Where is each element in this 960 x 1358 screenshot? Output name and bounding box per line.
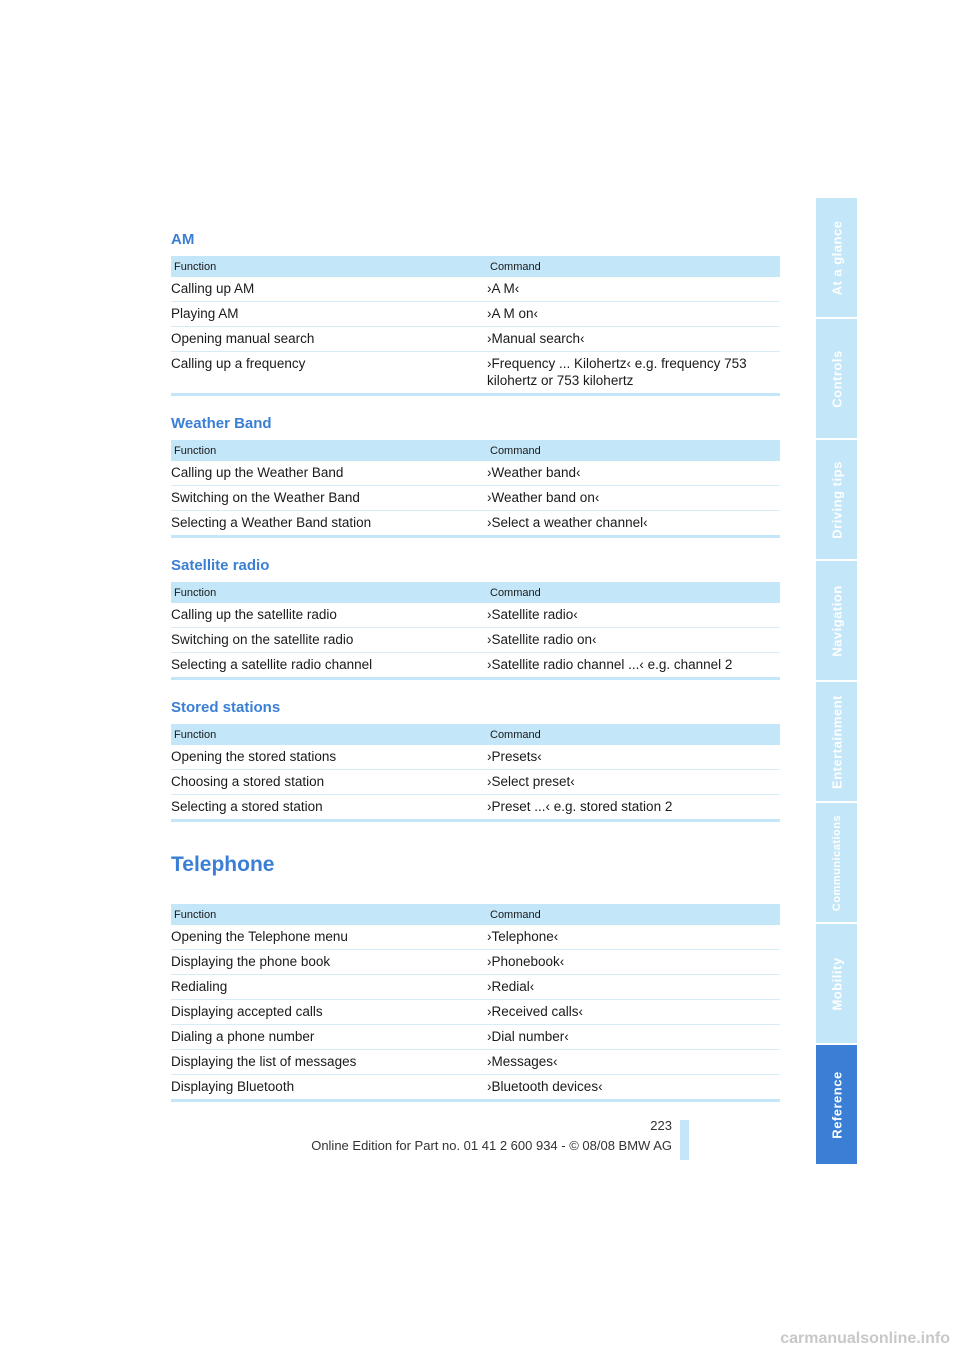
table-row: Displaying Bluetooth ›Bluetooth devices‹ <box>171 1075 780 1101</box>
tab-at-a-glance[interactable]: At a glance <box>816 198 857 317</box>
table-row: Displaying accepted calls ›Received calls‹ <box>171 1000 780 1025</box>
column-header-function: Function <box>171 724 487 745</box>
table-row: Selecting a satellite radio channel ›Satellite radio channel ...‹ e.g. channel 2 <box>171 653 780 679</box>
telephone-command-table <box>171 904 780 1102</box>
tab-controls[interactable]: Controls <box>816 319 857 438</box>
tab-reference[interactable]: Reference <box>816 1045 857 1164</box>
section-title-weather-band: Weather Band <box>171 415 272 432</box>
column-header-command: Command <box>487 582 780 603</box>
satellite-radio-command-table <box>171 582 780 680</box>
table-row: Switching on the satellite radio ›Satellite radio on‹ <box>171 628 780 653</box>
column-header-command: Command <box>487 904 780 925</box>
table-row: Calling up the Weather Band ›Weather band‹ <box>171 461 780 486</box>
table-row: Opening the Telephone menu ›Telephone‹ <box>171 925 780 950</box>
table-row: Selecting a Weather Band station ›Select a weather channel‹ <box>171 511 780 537</box>
table-row: Dialing a phone number ›Dial number‹ <box>171 1025 780 1050</box>
table-row: Switching on the Weather Band ›Weather band on‹ <box>171 486 780 511</box>
table-row: Selecting a stored station ›Preset ...‹ e.g. stored station 2 <box>171 795 780 821</box>
table-row: Calling up AM ›A M‹ <box>171 277 780 302</box>
column-header-function: Function <box>171 904 487 925</box>
weather-band-command-table <box>171 440 780 538</box>
table-row: Displaying the list of messages ›Messages‹ <box>171 1050 780 1075</box>
table-row: Opening the stored stations ›Presets‹ <box>171 745 780 770</box>
tab-entertainment[interactable]: Entertainment <box>816 682 857 801</box>
column-header-command: Command <box>487 256 780 277</box>
footer-accent-bar <box>680 1120 689 1160</box>
chapter-tabs <box>816 198 857 1166</box>
table-row: Redialing ›Redial‹ <box>171 975 780 1000</box>
column-header-function: Function <box>171 440 487 461</box>
stored-stations-command-table <box>171 724 780 822</box>
column-header-command: Command <box>487 440 780 461</box>
table-row: Playing AM ›A M on‹ <box>171 302 780 327</box>
watermark: carmanualsonline.info <box>780 1330 950 1347</box>
column-header-function: Function <box>171 582 487 603</box>
tab-mobility[interactable]: Mobility <box>816 924 857 1043</box>
am-command-table <box>171 256 780 396</box>
table-row: Displaying the phone book ›Phonebook‹ <box>171 950 780 975</box>
column-header-function: Function <box>171 256 487 277</box>
tab-driving-tips[interactable]: Driving tips <box>816 440 857 559</box>
tab-communications[interactable]: Communications <box>816 803 857 922</box>
tab-navigation[interactable]: Navigation <box>816 561 857 680</box>
table-row: Opening manual search ›Manual search‹ <box>171 327 780 352</box>
section-title-satellite-radio: Satellite radio <box>171 557 270 574</box>
section-title-stored-stations: Stored stations <box>171 699 281 716</box>
footer-copyright: Online Edition for Part no. 01 41 2 600 934 - © 08/08 BMW AG <box>311 1138 672 1153</box>
table-row: Calling up a frequency ›Frequency ... Kilohertz‹ e.g. frequency 753 kilohertz or 753 kilohertz <box>171 352 780 395</box>
column-header-command: Command <box>487 724 780 745</box>
page-content <box>171 226 780 1102</box>
table-row: Choosing a stored station ›Select preset‹ <box>171 770 780 795</box>
table-row: Calling up the satellite radio ›Satellite radio‹ <box>171 603 780 628</box>
page-number: 223 <box>650 1118 672 1133</box>
section-title-am: AM <box>171 231 195 248</box>
section-title-telephone: Telephone <box>171 853 275 876</box>
